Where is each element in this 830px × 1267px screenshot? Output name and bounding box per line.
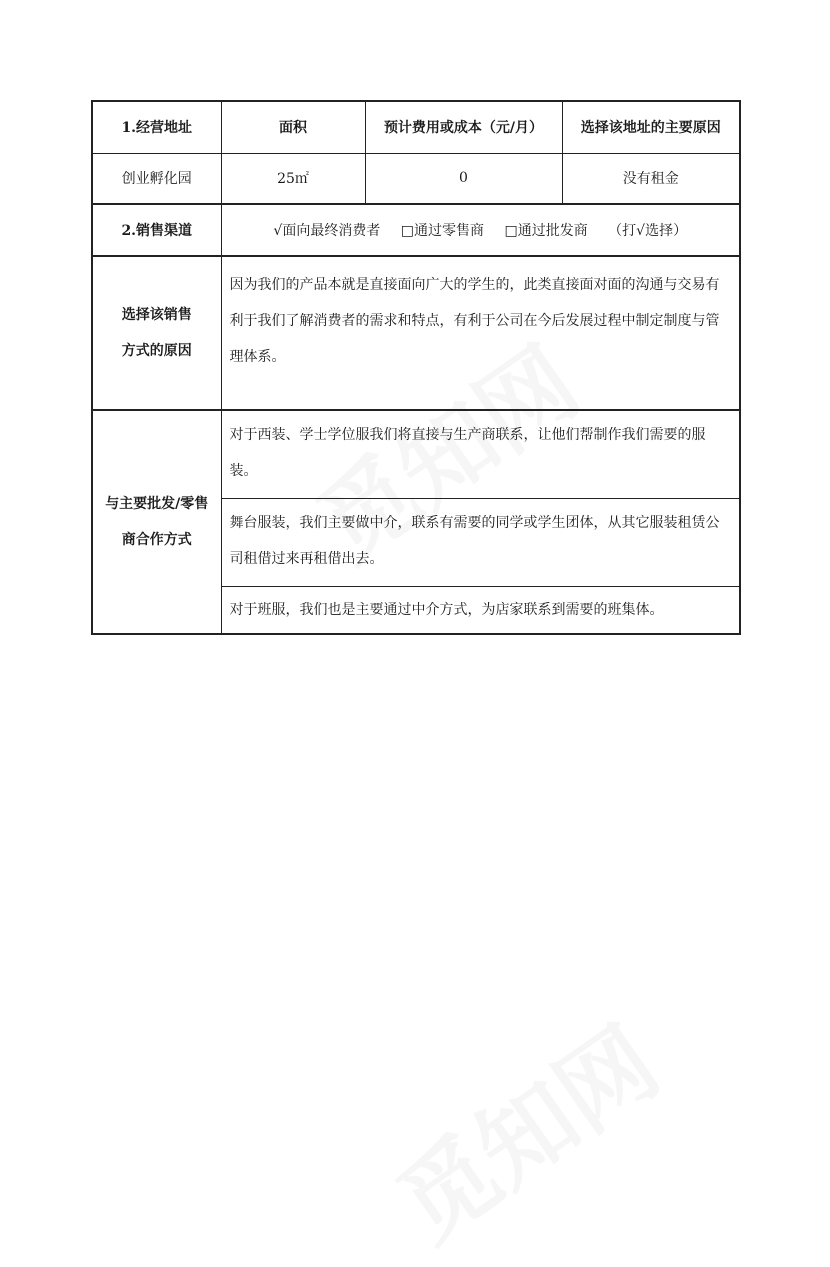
area-value-cell: 25㎡ — [221, 153, 365, 204]
sales-reason-row — [92, 256, 740, 410]
sales-reason-label-line1: 选择该销售 — [121, 307, 192, 323]
sales-channel-label: 2.销售渠道 — [92, 204, 221, 256]
option-instruction: （打√选择） — [608, 223, 688, 239]
address-header-cell: 1.经营地址 — [92, 101, 221, 153]
cooperation-label — [92, 410, 221, 634]
cooperation-row-1 — [92, 410, 740, 498]
cost-value-cell: 0 — [365, 153, 562, 204]
address-data-row — [92, 153, 740, 204]
sales-reason-label-line2: 方式的原因 — [121, 343, 192, 359]
cooperation-item-class: 对于班服，我们也是主要通过中介方式，为店家联系到需要的班集体。 — [221, 586, 740, 634]
cooperation-label-line1: 与主要批发/零售 — [105, 496, 209, 512]
address-value-cell: 创业孵化园 — [92, 153, 221, 204]
area-header-cell: 面积 — [221, 101, 365, 153]
sales-channel-options — [221, 204, 740, 256]
address-header-row — [92, 101, 740, 153]
option-end-consumer[interactable]: √面向最终消费者 — [273, 223, 381, 239]
business-plan-table — [91, 100, 741, 635]
cooperation-item-suits: 对于西装、学士学位服我们将直接与生产商联系，让他们帮制作我们需要的服装。 — [221, 410, 740, 498]
sales-reason-text: 因为我们的产品本就是直接面向广大的学生的，此类直接面对面的沟通与交易有利于我们了解消费者的需求和特点，有利于公司在今后发展过程中制定制度与管理体系。 — [221, 256, 740, 410]
watermark — [367, 990, 681, 1267]
sales-channel-row — [92, 204, 740, 256]
cooperation-item-stage: 舞台服装，我们主要做中介，联系有需要的同学或学生团体，从其它服装租赁公司租借过来再租借出去。 — [221, 498, 740, 586]
cooperation-label-line2: 商合作方式 — [121, 532, 192, 548]
cost-header-cell: 预计费用或成本（元/月） — [365, 101, 562, 153]
option-retailer[interactable]: □通过零售商 — [400, 223, 485, 239]
sales-reason-label — [92, 256, 221, 410]
option-wholesaler[interactable]: □通过批发商 — [504, 223, 588, 239]
reason-value-cell: 没有租金 — [562, 153, 740, 204]
reason-header-cell: 选择该地址的主要原因 — [562, 101, 740, 153]
